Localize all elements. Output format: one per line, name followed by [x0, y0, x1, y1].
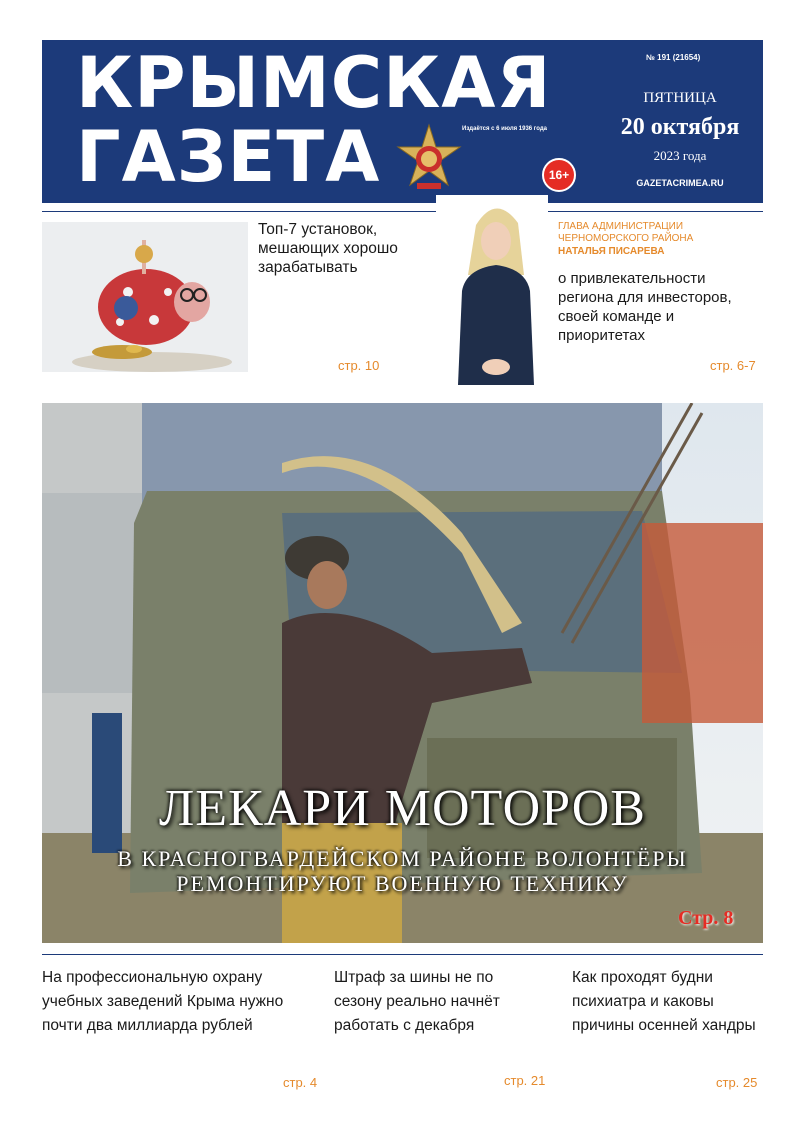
page-reference[interactable]: стр. 25	[716, 1075, 758, 1090]
page-reference[interactable]: стр. 10	[338, 358, 380, 373]
issue-number: № 191 (21654)	[646, 53, 701, 62]
page-reference[interactable]: стр. 4	[283, 1075, 318, 1090]
newspaper-title-line1: КРЫМСКАЯ	[76, 42, 552, 124]
piggy-bank-photo	[42, 222, 248, 372]
bottom-teaser-headline[interactable]: Как проходят будни психиатра и каковы причины осенней хандры	[572, 969, 756, 1034]
published-since: Издаётся с 6 июля 1936 года	[462, 126, 547, 132]
interviewee-name: НАТАЛЬЯ ПИСАРЕВА	[558, 246, 665, 257]
main-story-photo[interactable]	[42, 403, 763, 943]
website-link[interactable]: GAZETACRIMEA.RU	[636, 178, 724, 188]
bottom-teaser-headline[interactable]: Штраф за шины не по сезону реально начнёт работать с декабря	[334, 969, 500, 1034]
age-rating-badge: 16+	[542, 158, 576, 192]
main-subheadline	[42, 846, 763, 896]
page-reference[interactable]: стр. 6-7	[710, 358, 756, 373]
bottom-teaser-headline[interactable]: На профессиональную охрану учебных заведений Крыма нужно почти два миллиарда рублей	[42, 969, 284, 1034]
subheadline-line: В КРАСНОГВАРДЕЙСКОМ РАЙОНЕ ВОЛОНТЁРЫ	[117, 846, 688, 871]
divider	[42, 211, 763, 212]
divider	[42, 954, 763, 955]
masthead	[42, 40, 763, 203]
portrait-photo	[436, 195, 548, 385]
page-reference[interactable]: стр. 21	[504, 1073, 546, 1088]
order-medal-icon	[392, 123, 466, 197]
main-page-reference[interactable]: Стр. 8	[678, 907, 734, 929]
subheadline-line: РЕМОНТИРУЮТ ВОЕННУЮ ТЕХНИКУ	[176, 871, 629, 896]
main-headline[interactable]: ЛЕКАРИ МОТОРОВ	[159, 780, 646, 837]
newspaper-title-line2: ГАЗЕТА	[76, 116, 381, 198]
teaser-headline[interactable]: Топ-7 установок, мешающих хорошо зарабатывать	[258, 221, 398, 276]
teaser-headline[interactable]: о привлекательности региона для инвесторов, своей команде и приоритетах	[558, 270, 732, 344]
issue-year: 2023 года	[653, 148, 707, 163]
interviewee-role: ГЛАВА АДМИНИСТРАЦИИ ЧЕРНОМОРСКОГО РАЙОНА	[558, 221, 694, 244]
issue-date: 20 октября	[620, 114, 740, 140]
issue-weekday: ПЯТНИЦА	[643, 90, 717, 106]
